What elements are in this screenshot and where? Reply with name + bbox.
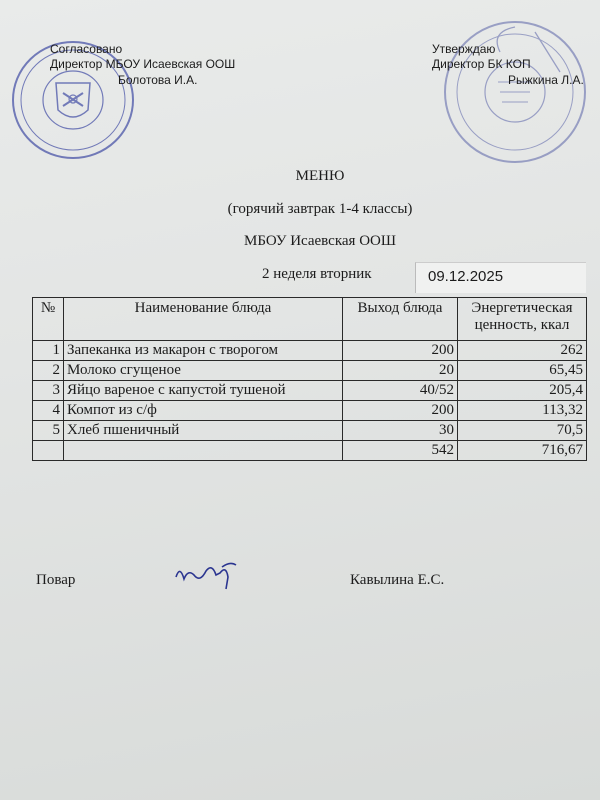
row-number: 2 [33, 361, 64, 381]
dish-portion: 200 [343, 341, 458, 361]
dish-name: Хлеб пшеничный [64, 421, 343, 441]
row-number: 4 [33, 401, 64, 421]
dish-portion: 200 [343, 401, 458, 421]
menu-table [32, 297, 587, 461]
col-portion-header: Выход блюда [343, 298, 458, 341]
page-title: МЕНЮ [295, 168, 345, 184]
col-energy-header: Энергетическая ценность, ккал [458, 298, 587, 341]
dish-energy: 205,4 [458, 381, 587, 401]
dish-portion: 40/52 [343, 381, 458, 401]
approval-right-label: Утверждаю [432, 42, 496, 56]
menu-subtitle: (горячий завтрак 1-4 классы) [227, 201, 413, 217]
table-total-row [33, 441, 587, 461]
dish-energy: 113,32 [458, 401, 587, 421]
row-number: 3 [33, 381, 64, 401]
table-row [33, 401, 587, 421]
total-portion: 542 [343, 441, 458, 461]
dish-name: Запеканка из макарон с творогом [64, 341, 343, 361]
table-row [33, 421, 587, 441]
menu-date: 09.12.2025 [428, 268, 504, 285]
approval-right-position: Директор БК КОП [432, 57, 531, 71]
col-number-header: № [33, 298, 64, 341]
right-round-seal-icon [440, 12, 590, 172]
approval-left-name: Болотова И.А. [118, 73, 198, 87]
cook-name: Кавылина Е.С. [350, 572, 445, 588]
dish-name: Яйцо вареное с капустой тушеной [64, 381, 343, 401]
approval-left-position: Директор МБОУ Исаевская ООШ [50, 57, 236, 71]
row-number: 5 [33, 421, 64, 441]
table-row [33, 381, 587, 401]
dish-energy: 262 [458, 341, 587, 361]
row-number: 1 [33, 341, 64, 361]
dish-energy: 65,45 [458, 361, 587, 381]
approval-left-label: Согласовано [50, 42, 123, 56]
table-row [33, 341, 587, 361]
dish-portion: 20 [343, 361, 458, 381]
school-name: МБОУ Исаевская ООШ [243, 233, 396, 249]
approval-right-name: Рыжкина Л.А. [508, 73, 584, 87]
dish-portion: 30 [343, 421, 458, 441]
dish-energy: 70,5 [458, 421, 587, 441]
total-energy: 716,67 [458, 441, 587, 461]
week-day: 2 неделя вторник [262, 266, 372, 282]
dish-name: Молоко сгущеное [64, 361, 343, 381]
table-row [33, 361, 587, 381]
col-dish-header: Наименование блюда [64, 298, 343, 341]
handwritten-signature [172, 555, 252, 595]
dish-name: Компот из с/ф [64, 401, 343, 421]
cook-label: Повар [36, 572, 76, 588]
table-header-row [33, 298, 587, 341]
date-box [415, 262, 586, 293]
